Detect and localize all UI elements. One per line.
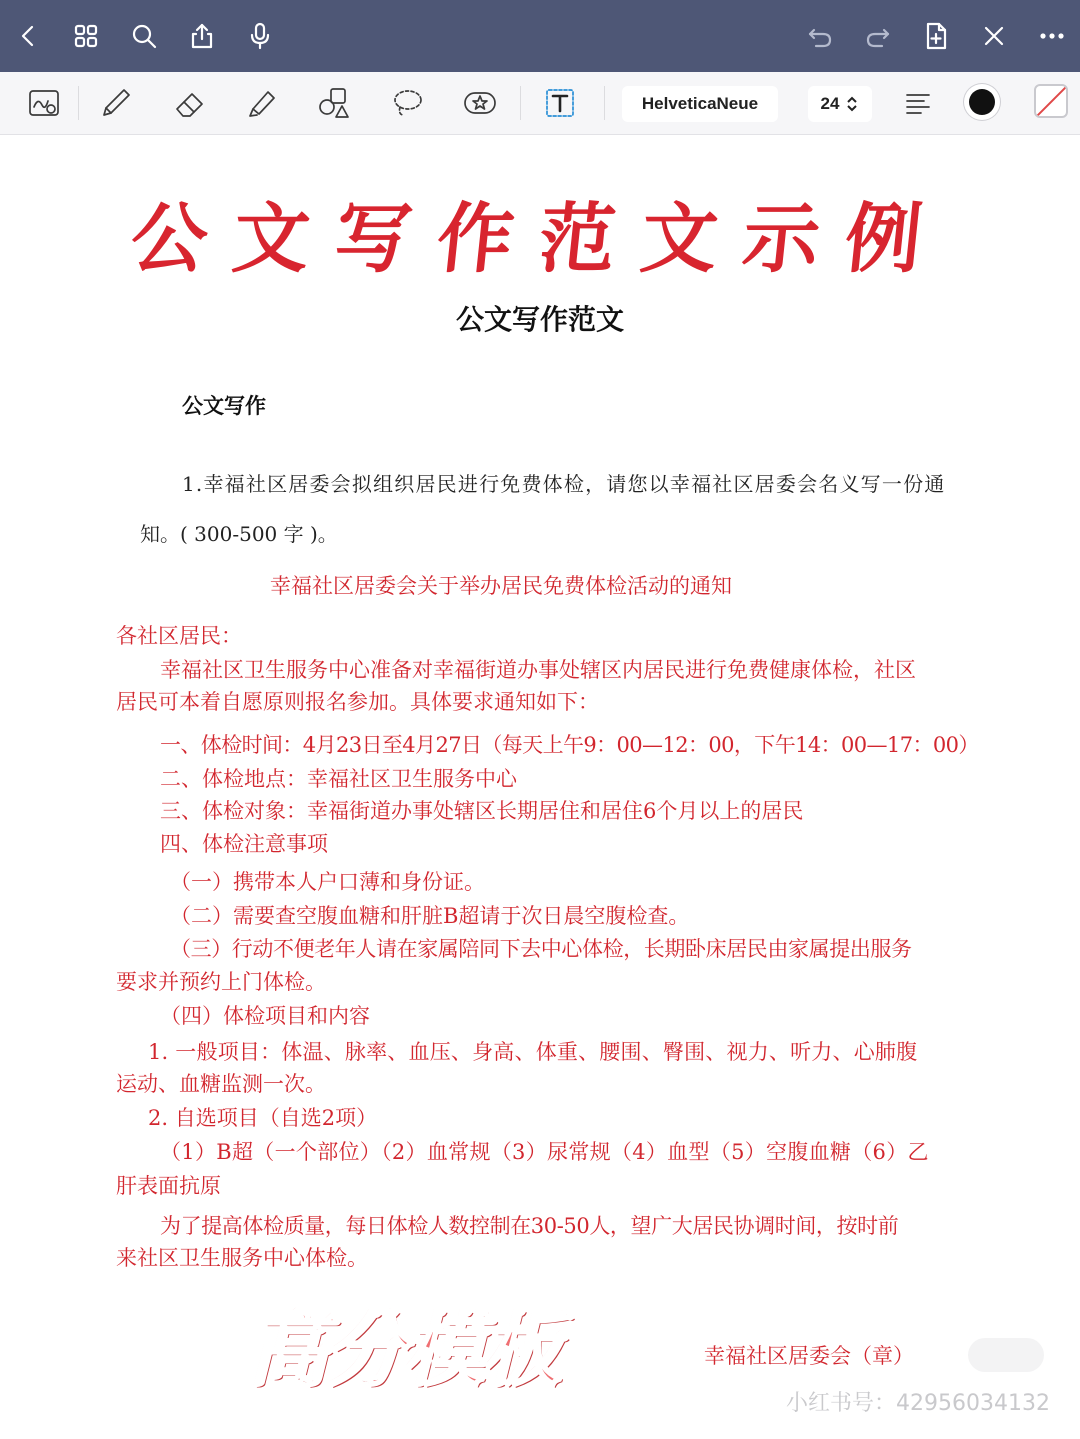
notice-line: （一）携带本人户口薄和身份证。 bbox=[170, 870, 485, 894]
top-navigation-bar bbox=[0, 0, 1080, 72]
search-button[interactable] bbox=[124, 16, 164, 56]
pen-tool[interactable] bbox=[94, 82, 138, 124]
undo-icon bbox=[805, 21, 835, 51]
handwritten-title: 公文写作范文示例 bbox=[126, 194, 953, 283]
highlighter-tool[interactable] bbox=[240, 82, 284, 124]
shapes-tool[interactable] bbox=[312, 82, 356, 124]
high-score-template-sticker: 高分模板 bbox=[248, 1304, 560, 1397]
notice-line: （二）需要查空腹血糖和肝脏B超请于次日晨空腹检查。 bbox=[170, 904, 690, 928]
question-text-line-1: 1.幸福社区居委会拟组织居民进行免费体检，请您以幸福社区居委会名义写一份通 bbox=[182, 472, 946, 496]
paragraph-align-button[interactable] bbox=[896, 82, 940, 124]
notice-line: 二、体检地点：幸福社区卫生服务中心 bbox=[160, 767, 517, 791]
zoom-window-icon bbox=[26, 85, 62, 121]
pen-icon bbox=[98, 85, 134, 121]
notice-line: 为了提高体检质量，每日体检人数控制在30-50人，望广大居民协调时间，按时前 bbox=[160, 1214, 899, 1238]
watermark-text: 小红书号：42956034132 bbox=[786, 1391, 1050, 1416]
notice-salutation: 各社区居民： bbox=[116, 624, 242, 648]
notice-signature: 幸福社区居委会（章） bbox=[704, 1344, 914, 1368]
close-button[interactable] bbox=[974, 16, 1014, 56]
eraser-tool[interactable] bbox=[168, 82, 212, 124]
more-icon bbox=[1037, 21, 1067, 51]
drawing-toolbar bbox=[0, 72, 1080, 135]
elements-tool[interactable] bbox=[458, 82, 502, 124]
toolbar-divider bbox=[604, 86, 605, 120]
text-box-icon bbox=[542, 85, 578, 121]
notice-line: 三、体检对象：幸福街道办事处辖区长期居住和居住6个月以上的居民 bbox=[160, 799, 804, 823]
more-button[interactable] bbox=[1032, 16, 1072, 56]
close-icon bbox=[979, 21, 1009, 51]
notice-line: （三）行动不便老年人请在家属陪同下去中心体检，长期卧床居民由家属提出服务 bbox=[170, 937, 912, 961]
share-icon bbox=[187, 21, 217, 51]
font-size-value: 24 bbox=[820, 94, 840, 113]
question-text-line-2: 知。( 300-500 字 )。 bbox=[140, 522, 338, 546]
eraser-icon bbox=[172, 85, 208, 121]
toolbar-divider bbox=[520, 86, 521, 120]
shapes-icon bbox=[316, 85, 352, 121]
font-size-selector[interactable] bbox=[808, 86, 872, 122]
lasso-tool[interactable] bbox=[386, 82, 430, 124]
redo-button[interactable] bbox=[858, 16, 898, 56]
notice-line: 1. 一般项目：体温、脉率、血压、身高、体重、腰围、臀围、视力、听力、心肺腹 bbox=[148, 1040, 918, 1064]
notice-line: 四、体检注意事项 bbox=[160, 832, 328, 856]
notice-line: 居民可本着自愿原则报名参加。具体要求通知如下： bbox=[116, 690, 599, 714]
notice-line: 要求并预约上门体检。 bbox=[116, 970, 326, 994]
add-page-button[interactable] bbox=[916, 16, 956, 56]
notice-title: 幸福社区居委会关于举办居民免费体检活动的通知 bbox=[270, 574, 732, 598]
color-swatch bbox=[969, 89, 995, 115]
grid-icon bbox=[71, 21, 101, 51]
align-left-icon bbox=[900, 85, 936, 121]
fill-color-none-button[interactable] bbox=[1034, 84, 1068, 118]
section-heading: 公文写作 bbox=[182, 394, 266, 418]
notice-line: （1）B超（一个部位）（2）血常规（3）尿常规（4）血型（5）空腹血糖（6）乙 bbox=[160, 1140, 929, 1164]
dictation-button[interactable] bbox=[240, 16, 280, 56]
chevron-left-icon bbox=[13, 21, 43, 51]
document-title: 公文写作范文 bbox=[455, 303, 624, 336]
add-page-icon bbox=[921, 21, 951, 51]
highlighter-icon bbox=[244, 85, 280, 121]
font-family-selector[interactable]: HelveticaNeue bbox=[622, 86, 778, 122]
back-button[interactable] bbox=[8, 16, 48, 56]
share-button[interactable] bbox=[182, 16, 222, 56]
star-sticker-icon bbox=[462, 85, 498, 121]
notice-line: 肝表面抗原 bbox=[116, 1174, 221, 1198]
notice-line: （四）体检项目和内容 bbox=[160, 1004, 370, 1028]
thumbnails-button[interactable] bbox=[66, 16, 106, 56]
notice-line: 运动、血糖监测一次。 bbox=[116, 1072, 326, 1096]
lasso-icon bbox=[390, 85, 426, 121]
text-color-picker[interactable] bbox=[964, 84, 1000, 120]
text-tool[interactable] bbox=[538, 82, 582, 124]
notice-line: 一、体检时间：4月23日至4月27日（每天上午9：00—12：00，下午14：00—17：00） bbox=[160, 733, 979, 757]
toolbar-divider bbox=[78, 86, 79, 120]
search-icon bbox=[129, 21, 159, 51]
stepper-chevrons-icon bbox=[845, 95, 859, 113]
zoom-window-tool[interactable] bbox=[22, 82, 66, 124]
redo-icon bbox=[863, 21, 893, 51]
undo-button[interactable] bbox=[800, 16, 840, 56]
notice-line: 幸福社区卫生服务中心准备对幸福街道办事处辖区内居民进行免费健康体检，社区 bbox=[160, 658, 916, 682]
microphone-icon bbox=[245, 21, 275, 51]
notice-line: 来社区卫生服务中心体检。 bbox=[116, 1246, 368, 1270]
notice-line: 2. 自选项目（自选2项） bbox=[148, 1106, 378, 1130]
watermark-logo bbox=[968, 1338, 1044, 1372]
